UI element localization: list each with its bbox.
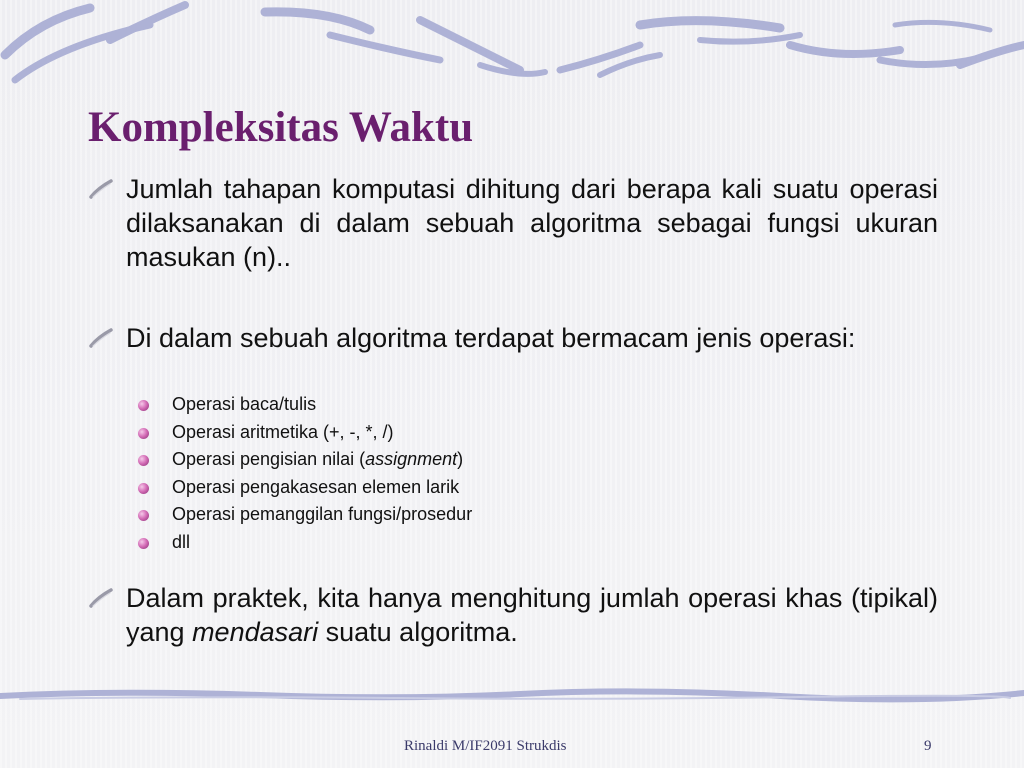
- pink-ball-icon: [138, 510, 149, 521]
- sub-bullet-emphasis: assignment: [365, 449, 458, 469]
- pink-ball-icon: [138, 428, 149, 439]
- bullet-item: [88, 172, 938, 274]
- quill-stroke-icon: [88, 327, 114, 349]
- quill-stroke-icon: [88, 178, 114, 200]
- sub-bullet-item: [138, 446, 738, 474]
- bottom-brush-rule: [0, 684, 1024, 706]
- pink-ball-icon: [138, 538, 149, 549]
- footer-text: Rinaldi M/IF2091 Strukdis: [404, 738, 567, 754]
- sub-bullet-item: [138, 419, 738, 447]
- sub-bullet-text: dll: [172, 531, 191, 552]
- bullet-emphasis: mendasari: [192, 617, 319, 647]
- top-brush-decoration: [0, 0, 1024, 90]
- sub-bullet-item: [138, 529, 738, 557]
- sub-bullet-text: Operasi baca/tulis: [172, 394, 317, 414]
- bullet-text: Di dalam sebuah algoritma terdapat bermacam jenis operasi:: [126, 323, 856, 353]
- sub-bullet-text: Operasi aritmetika (+, -, *, /): [172, 421, 394, 442]
- bullet-text-start: Dalam praktek, kita hanya menghitung jumlah operasi khas (tipikal) yang: [126, 583, 938, 647]
- sub-bullet-list: [138, 391, 738, 556]
- bullet-item: [88, 581, 938, 649]
- bullet-text: [126, 581, 938, 649]
- sub-bullet-text: Operasi pengisian nilai (: [172, 449, 366, 469]
- sub-bullet-item: [138, 391, 738, 419]
- pink-ball-icon: [138, 400, 149, 411]
- sub-bullet-text: Operasi pemanggilan fungsi/prosedur: [172, 504, 473, 524]
- page-number: 9: [924, 738, 932, 754]
- bullet-text: Jumlah tahapan komputasi dihitung dari berapa kali suatu operasi dilaksanakan di dalam sebuah algoritma sebagai fungsi ukuran masukan (n)..: [126, 174, 938, 272]
- sub-bullet-text: Operasi pengakasesan elemen larik: [172, 476, 460, 497]
- quill-stroke-icon: [88, 587, 114, 609]
- sub-bullet-item: [138, 474, 738, 502]
- bullet-text-end: suatu algoritma.: [318, 617, 518, 647]
- sub-bullet-item: [138, 501, 738, 529]
- bullet-item: [88, 321, 938, 355]
- slide-title: Kompleksitas Waktu: [88, 104, 474, 151]
- pink-ball-icon: [138, 483, 149, 494]
- pink-ball-icon: [138, 455, 149, 466]
- sub-bullet-text-end: ): [457, 449, 464, 469]
